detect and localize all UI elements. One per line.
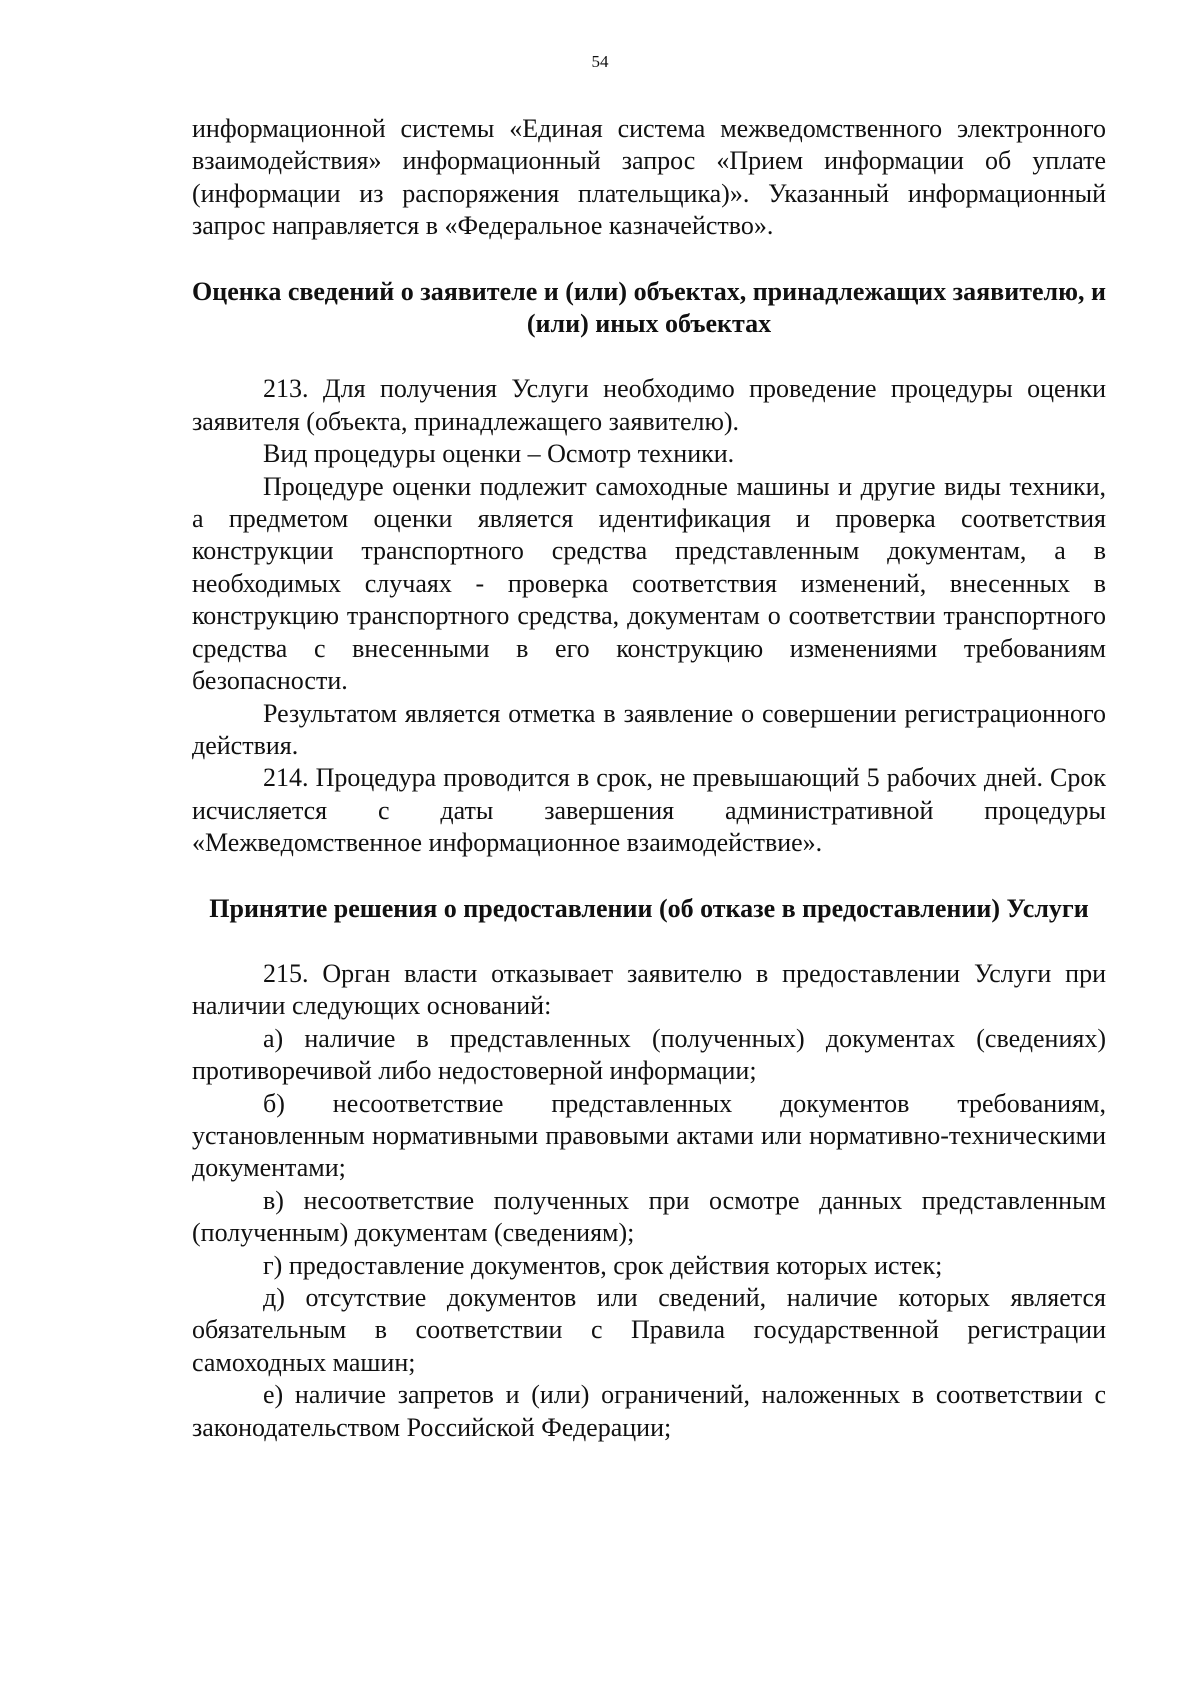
list-item-e: е) наличие запретов и (или) ограничений, наложенных в соответствии с законодательством Российской Федерации; [192,1380,1106,1442]
paragraph-213: 213. Для получения Услуги необходимо проведение процедуры оценки заявителя (объекта, принадлежащего заявителю). [192,374,1106,436]
list-item-b: б) несоответствие представленных документов требованиям, установленным нормативными правовыми актами или нормативно-техническими документами; [192,1088,1106,1183]
list-item-d: д) отсутствие документов или сведений, наличие которых является обязательным в соответствии с Правила государственной регистрации самоходных машин; [192,1283,1106,1377]
list-item-a: а) наличие в представленных (полученных) документах (сведениях) противоречивой либо недостоверной информации; [192,1023,1106,1086]
paragraph-214: 214. Процедура проводится в срок, не превышающий 5 рабочих дней. Срок исчисляется с даты завершения административной процедуры «Межведомственное информационное взаимодействие». [192,763,1106,858]
paragraph-procedure-type: Вид процедуры оценки – Осмотр техники. [263,439,735,469]
document-body [192,113,1106,1444]
page-number: 54 [591,52,609,71]
paragraph-procedure-scope: Процедуре оценки подлежит самоходные машины и другие виды техники, а предметом оценки является идентификация и проверка соответствия конструкции транспортного средства представленным документам, а в необходимых случаях - проверка соответствия изменений, внесенных в конструкцию транспортного средства, документам о соответствии транспортного средства с внесенными в его конструкцию изменениями требованиям безопасности. [192,471,1106,696]
section-heading-assessment: Оценка сведений о заявителе и (или) объектах, принадлежащих заявителю, и (или) иных объектах [192,276,1106,339]
paragraph-215: 215. Орган власти отказывает заявителю в предоставлении Услуги при наличии следующих оснований: [192,958,1106,1021]
list-item-g: г) предоставление документов, срок действия которых истек; [263,1250,943,1280]
section-heading-decision: Принятие решения о предоставлении (об отказе в предоставлении) Услуги [209,893,1089,923]
list-item-v: в) несоответствие полученных при осмотре данных представленным (полученным) документам (сведениям); [192,1185,1106,1248]
paragraph-intro: информационной системы «Единая система межведомственного электронного взаимодействия» информационный запрос «Прием информации об уплате (информации из распоряжения плательщика)». Указанный информационный запрос направляется в «Федеральное казначейство». [192,114,1106,241]
paragraph-result: Результатом является отметка в заявление о совершении регистрационного действия. [192,698,1106,760]
